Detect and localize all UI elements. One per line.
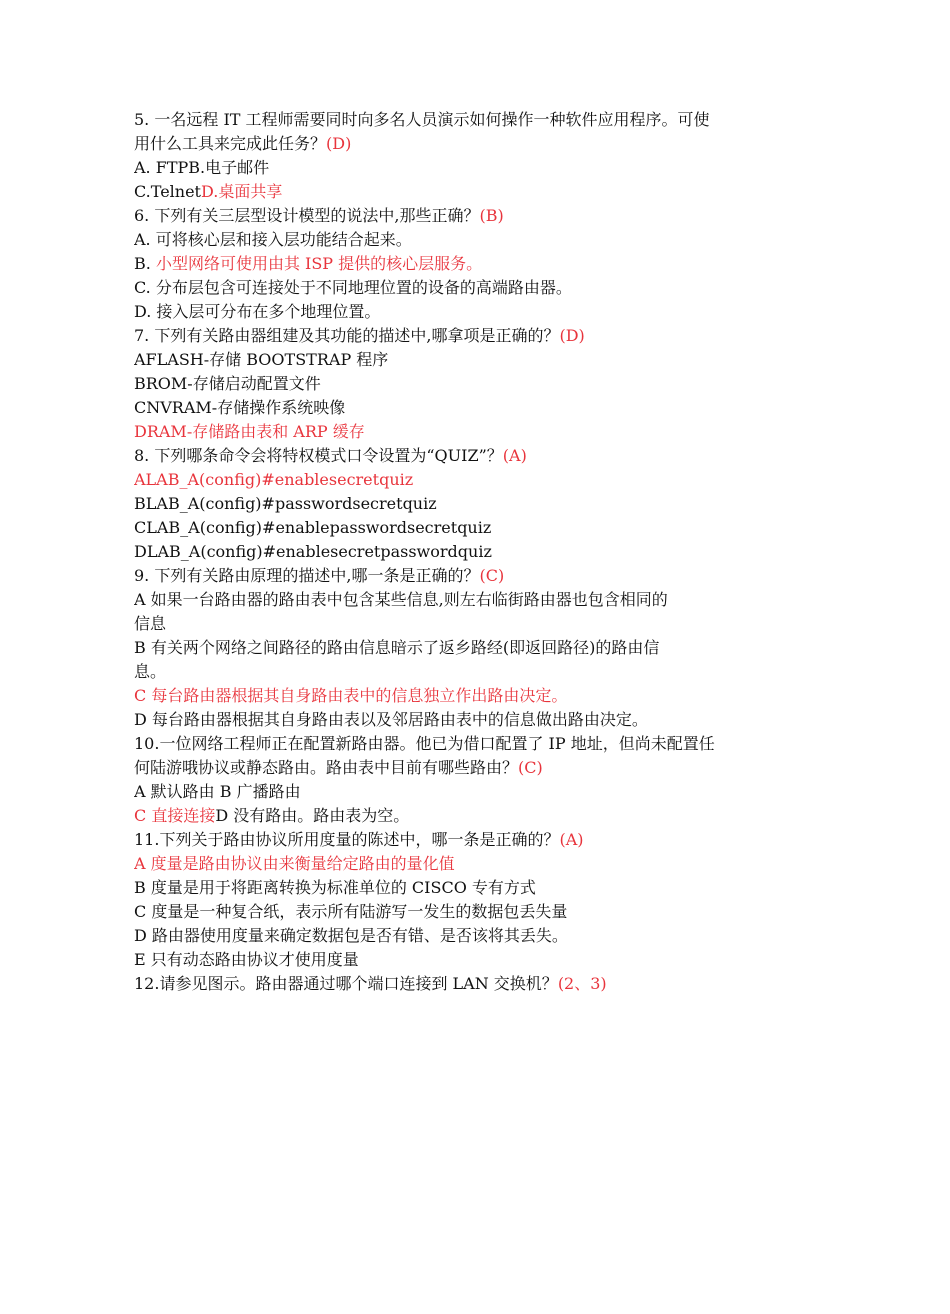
answer-text: 小型网络可使用由其 ISP 提供的核心层服务。 xyxy=(155,254,483,273)
line-text: A. FTPB.电子邮件 xyxy=(134,158,270,177)
line-text: C. 分布层包含可连接处于不同地理位置的设备的高端路由器。 xyxy=(134,278,572,297)
line-text: D 路由器使用度量来确定数据包是否有错、是否该将其丢失。 xyxy=(134,926,568,945)
line-text: D. 接入层可分布在多个地理位置。 xyxy=(134,302,381,321)
line-text: A 如果一台路由器的路由表中包含某些信息,则左右临街路由器也包含相同的 xyxy=(134,590,668,609)
text-line xyxy=(134,948,824,972)
answer-text: (C) xyxy=(518,758,543,777)
text-line xyxy=(134,684,824,708)
answer-text: (D) xyxy=(559,326,585,345)
text-line xyxy=(134,132,824,156)
answer-text: (C) xyxy=(479,566,505,585)
text-line xyxy=(134,468,824,492)
text-line xyxy=(134,180,824,204)
line-text: B 有关两个网络之间路径的路由信息暗示了返乡路经(即返回路径)的路由信 xyxy=(134,638,660,657)
line-text: CNVRAM-存储操作系统映像 xyxy=(134,398,346,417)
text-line xyxy=(134,876,824,900)
text-line xyxy=(134,660,824,684)
text-line xyxy=(134,804,824,828)
answer-text: C 直接连接 xyxy=(134,806,216,825)
line-text: DLAB_A(config)#enablesecretpasswordquiz xyxy=(134,542,492,561)
answer-text: ALAB_A(config)#enablesecretquiz xyxy=(134,470,414,489)
answer-text: (B) xyxy=(479,206,504,225)
answer-text: (2、3) xyxy=(557,974,607,993)
text-line xyxy=(134,300,824,324)
answer-text: (A) xyxy=(559,830,584,849)
line-text: BLAB_A(config)#passwordsecretquiz xyxy=(134,494,437,513)
line-text: 信息 xyxy=(134,614,167,633)
line-text: 何陆游哦协议或静态路由。路由表中目前有哪些路由？ xyxy=(134,758,519,777)
document-content xyxy=(134,108,824,996)
line-text: 7. 下列有关路由器组建及其功能的描述中,哪拿项是正确的？ xyxy=(134,326,560,345)
text-line xyxy=(134,708,824,732)
text-line xyxy=(134,420,824,444)
line-text: 6. 下列有关三层型设计模型的说法中,那些正确？ xyxy=(134,206,480,225)
text-line xyxy=(134,540,824,564)
text-line xyxy=(134,564,824,588)
line-text: A. 可将核心层和接入层功能结合起来。 xyxy=(134,230,412,249)
text-line xyxy=(134,228,824,252)
text-line xyxy=(134,852,824,876)
text-line xyxy=(134,732,824,756)
text-line xyxy=(134,252,824,276)
line-text: D 每台路由器根据其自身路由表以及邻居路由表中的信息做出路由决定。 xyxy=(134,710,648,729)
line-text: E 只有动态路由协议才使用度量 xyxy=(134,950,359,969)
line-text: 用什么工具来完成此任务？ xyxy=(134,134,327,153)
line-text: AFLASH-存储 BOOTSTRAP 程序 xyxy=(134,350,389,369)
text-line xyxy=(134,900,824,924)
text-line xyxy=(134,324,824,348)
line-text: 5. 一名远程 IT 工程师需要同时向多名人员演示如何操作一种软件应用程序。可使 xyxy=(134,110,710,129)
text-line xyxy=(134,348,824,372)
answer-text: (D) xyxy=(326,134,352,153)
text-line xyxy=(134,756,824,780)
text-line xyxy=(134,588,824,612)
answer-text: (A) xyxy=(502,446,527,465)
text-line xyxy=(134,516,824,540)
text-line xyxy=(134,276,824,300)
line-text: 息。 xyxy=(134,662,167,681)
text-line xyxy=(134,492,824,516)
text-line xyxy=(134,444,824,468)
line-text: D 没有路由。路由表为空。 xyxy=(215,806,410,825)
text-line xyxy=(134,156,824,180)
line-text: CLAB_A(config)#enablepasswordsecretquiz xyxy=(134,518,492,537)
answer-text: D.桌面共享 xyxy=(200,182,283,201)
answer-text: C 每台路由器根据其自身路由表中的信息独立作出路由决定。 xyxy=(134,686,568,705)
text-line xyxy=(134,108,824,132)
line-text: C.Telnet xyxy=(134,182,201,201)
answer-text: A 度量是路由协议由来衡量给定路由的量化值 xyxy=(134,854,455,873)
line-text: 9. 下列有关路由原理的描述中,哪一条是正确的？ xyxy=(134,566,480,585)
text-line xyxy=(134,612,824,636)
text-line xyxy=(134,972,824,996)
line-text: B 度量是用于将距离转换为标准单位的 CISCO 专有方式 xyxy=(134,878,536,897)
text-line xyxy=(134,828,824,852)
text-line xyxy=(134,924,824,948)
text-line xyxy=(134,396,824,420)
text-line xyxy=(134,780,824,804)
line-text: 11.下列关于路由协议所用度量的陈述中，哪一条是正确的？ xyxy=(134,830,560,849)
line-text: BROM-存储启动配置文件 xyxy=(134,374,321,393)
line-text: 10.一位网络工程师正在配置新路由器。他已为借口配置了 IP 地址，但尚未配置任 xyxy=(134,734,715,753)
line-text: A 默认路由 B 广播路由 xyxy=(134,782,301,801)
text-line xyxy=(134,204,824,228)
line-text: C 度量是一种复合纸，表示所有陆游写一发生的数据包丢失量 xyxy=(134,902,568,921)
line-text: B. xyxy=(134,254,156,273)
answer-text: DRAM-存储路由表和 ARP 缓存 xyxy=(134,422,365,441)
text-line xyxy=(134,372,824,396)
line-text: 12.请参见图示。路由器通过哪个端口连接到 LAN 交换机？ xyxy=(134,974,558,993)
line-text: 8. 下列哪条命令会将特权模式口令设置为“QUIZ”？ xyxy=(134,446,503,465)
text-line xyxy=(134,636,824,660)
